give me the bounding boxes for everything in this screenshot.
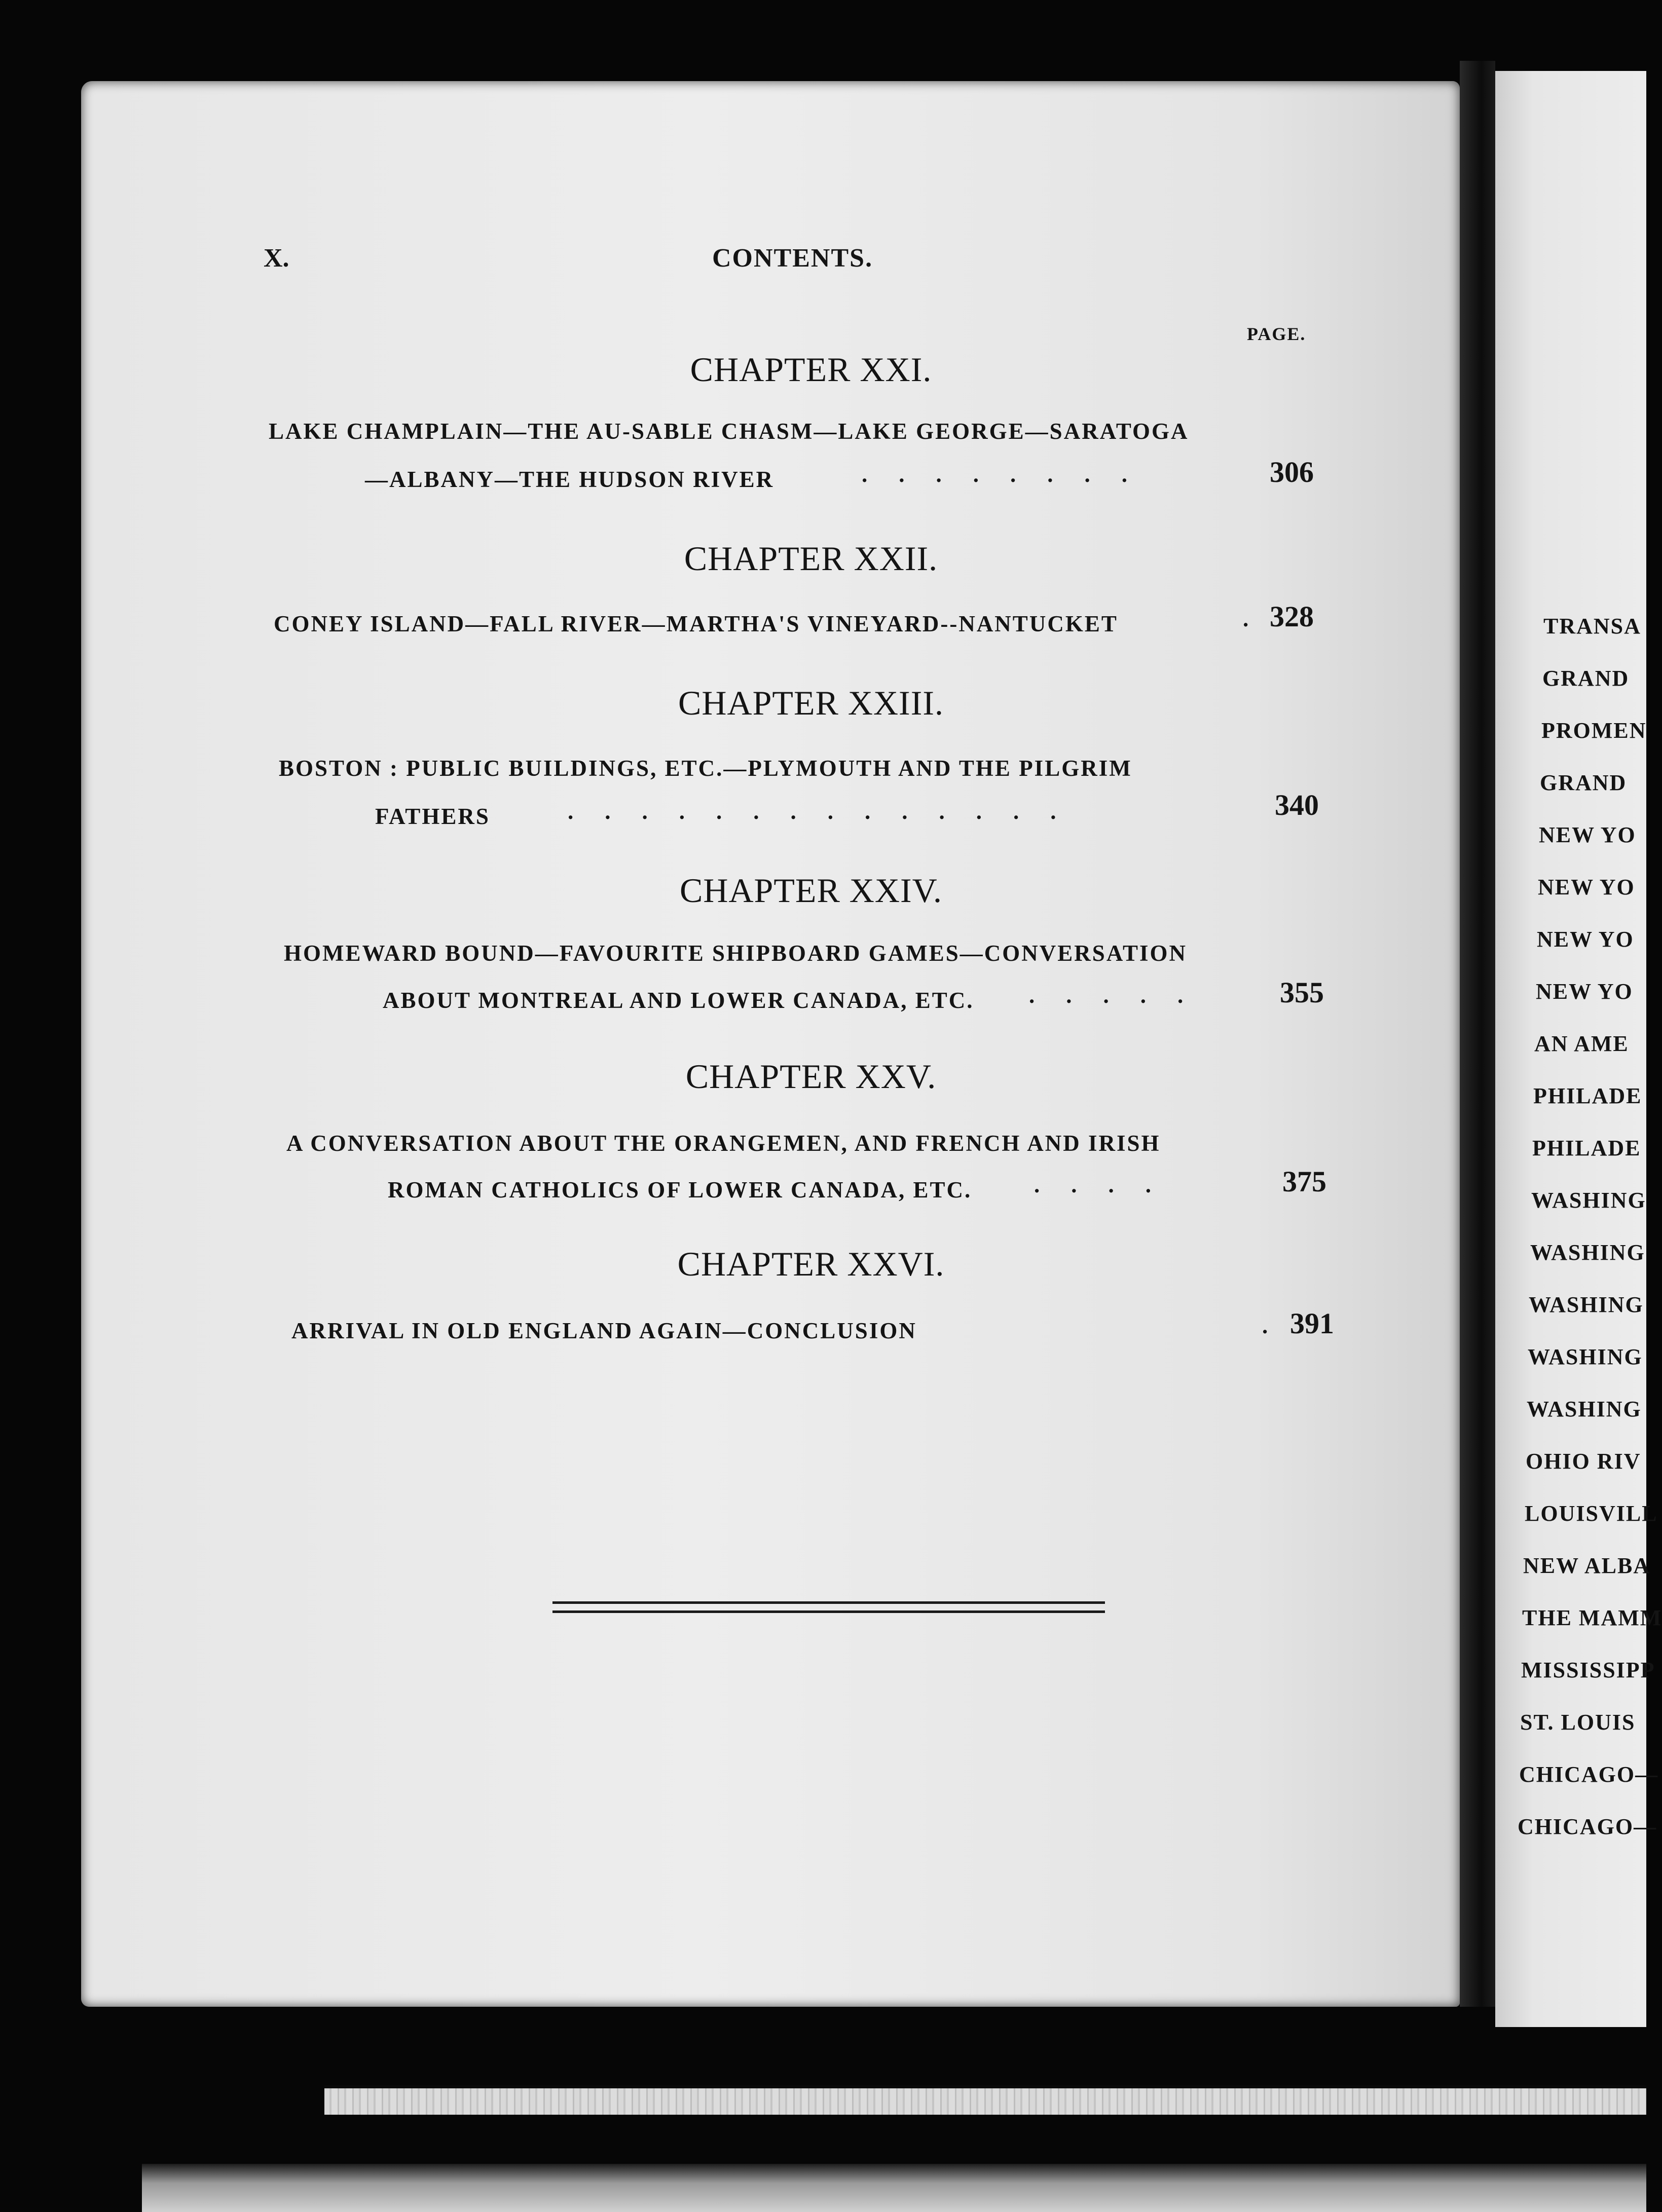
right-page-fragment: WASHING [1527, 1397, 1642, 1421]
dot-leader: ........ [862, 462, 1159, 487]
right-page-fragment: AN AME [1534, 1031, 1629, 1056]
page-reference: 375 [1282, 1165, 1326, 1198]
right-page-fragment: PROMEN [1541, 718, 1647, 743]
right-page-fragment: NEW ALBA [1523, 1553, 1651, 1578]
right-page-fragment: CHICAGO— [1519, 1762, 1659, 1787]
right-page-fragment: PHILADE [1532, 1136, 1641, 1160]
chapter-entry-line: FATHERS [375, 804, 490, 829]
closing-rule-lower [552, 1610, 1105, 1613]
film-edge-strip-lower [142, 2164, 1646, 2212]
dot-leader: ..... [1029, 983, 1215, 1008]
book-gutter [1460, 61, 1495, 2007]
chapter-entry-line: A CONVERSATION ABOUT THE ORANGEMEN, AND FRENCH AND IRISH [286, 1131, 1161, 1156]
chapter-entry-line: HOMEWARD BOUND—FAVOURITE SHIPBOARD GAMES—CONVERSATION [284, 941, 1188, 966]
dot-leader: . [1262, 1313, 1300, 1338]
right-page-fragment: WASHING [1528, 1344, 1643, 1369]
right-page-fragment: THE MAMM [1522, 1605, 1662, 1630]
chapter-heading: CHAPTER XXV. [685, 1057, 937, 1096]
right-page-fragment: WASHING [1531, 1188, 1646, 1213]
chapter-heading: CHAPTER XXIII. [678, 684, 944, 722]
right-page [1495, 71, 1662, 2027]
right-page-fragment: NEW YO [1539, 822, 1636, 847]
chapter-entry-line: LAKE CHAMPLAIN—THE AU-SABLE CHASM—LAKE GEORGE—SARATOGA [269, 419, 1189, 444]
dot-leader: . [1243, 606, 1280, 631]
chapter-entry-line: ARRIVAL IN OLD ENGLAND AGAIN—CONCLUSION [291, 1318, 917, 1343]
chapter-entry-line: ROMAN CATHOLICS OF LOWER CANADA, ETC. [388, 1177, 972, 1203]
chapter-heading: CHAPTER XXII. [684, 539, 938, 578]
page-reference: 355 [1280, 976, 1324, 1009]
right-page-fragment: WASHING [1529, 1292, 1644, 1317]
right-page-fragment: NEW YO [1537, 927, 1634, 952]
right-page-fragment: LOUISVILL [1525, 1501, 1658, 1526]
chapter-heading: CHAPTER XXIV. [679, 871, 943, 910]
right-page-fragment-list [1495, 71, 1662, 2027]
closing-rule-upper [552, 1601, 1105, 1604]
right-page-fragment: WASHING [1530, 1240, 1645, 1265]
page-reference: 340 [1275, 789, 1319, 821]
right-page-fragment: NEW YO [1536, 979, 1633, 1004]
page-column-label: PAGE. [1247, 324, 1306, 344]
chapter-entry-line: ABOUT MONTREAL AND LOWER CANADA, ETC. [383, 988, 974, 1013]
right-page-fragment: GRAND [1540, 770, 1627, 795]
right-page-fragment: NEW YO [1538, 875, 1635, 899]
chapter-entry-line: —ALBANY—THE HUDSON RIVER [365, 467, 774, 492]
right-page-fragment: CHICAGO— [1518, 1814, 1657, 1839]
page-reference: 328 [1270, 600, 1314, 633]
page-reference: 306 [1270, 456, 1314, 489]
right-page-fragment: PHILADE [1533, 1083, 1642, 1108]
page-number: X. [264, 244, 289, 273]
chapter-heading: CHAPTER XXI. [690, 350, 932, 389]
page-reference: 391 [1290, 1307, 1334, 1340]
running-title: CONTENTS. [712, 244, 873, 273]
right-page-fragment: MISSISSIPP [1521, 1658, 1655, 1682]
dot-leader: .............. [568, 799, 1088, 824]
chapter-heading: CHAPTER XXVI. [677, 1245, 945, 1283]
dot-leader: .... [1034, 1172, 1183, 1197]
film-edge-strip [324, 2085, 1646, 2115]
right-page-fragment: ST. LOUIS [1520, 1710, 1636, 1735]
chapter-entry-line: CONEY ISLAND—FALL RIVER—MARTHA'S VINEYARD--NANTUCKET [274, 611, 1118, 636]
chapter-entry-line: BOSTON : PUBLIC BUILDINGS, ETC.—PLYMOUTH AND THE PILGRIM [279, 756, 1132, 781]
right-page-fragment: OHIO RIV [1526, 1449, 1641, 1474]
right-page-fragment: TRANSA [1543, 614, 1641, 639]
right-page-fragment: GRAND [1542, 666, 1630, 691]
